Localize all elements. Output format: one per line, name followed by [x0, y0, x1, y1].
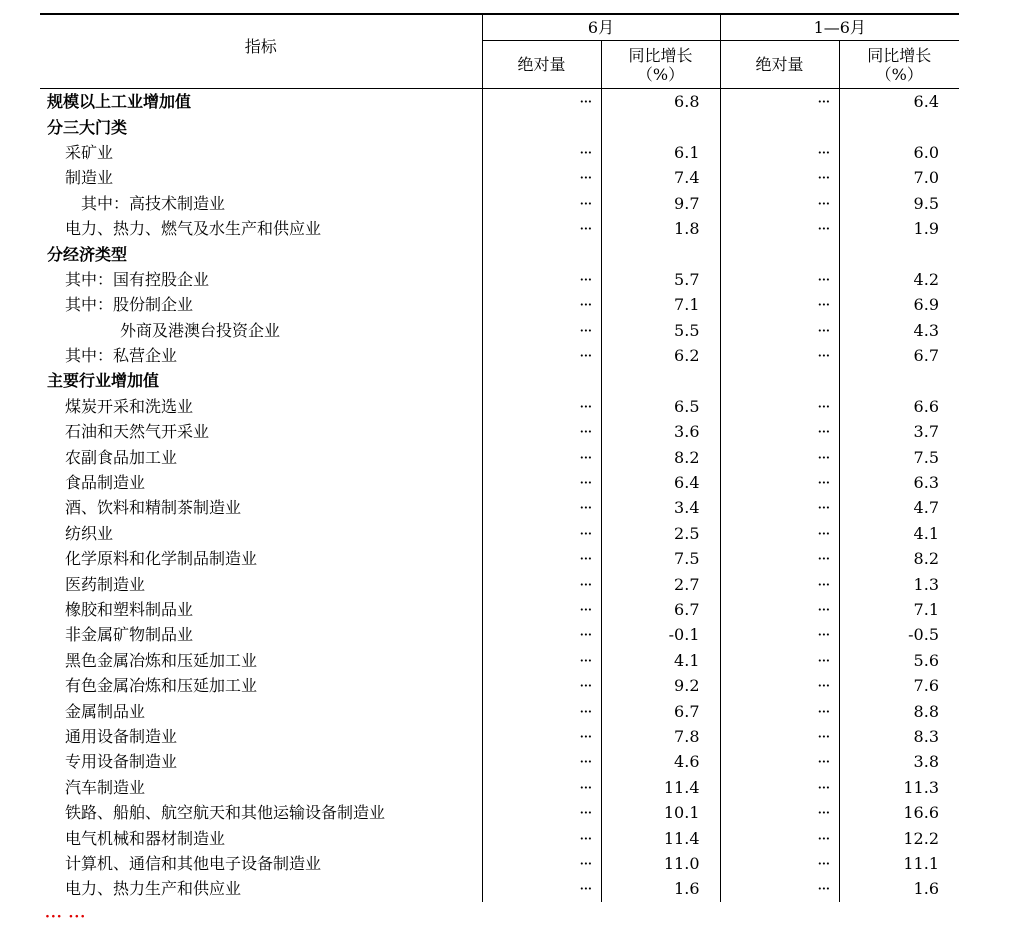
table-row: [40, 191, 959, 216]
row-label: 其中：国有控股企业: [65, 269, 210, 289]
table-row: [40, 622, 959, 647]
cell-yoy-month: 7.1: [601, 292, 720, 317]
cell-abs-ytd: ···: [720, 521, 839, 546]
cell-abs-ytd: [720, 368, 839, 393]
table-row: [40, 216, 959, 241]
cell-abs-ytd: ···: [720, 775, 839, 800]
table-row: [40, 267, 959, 292]
cell-yoy-ytd: 6.7: [839, 343, 959, 368]
cell-abs-ytd: ···: [720, 597, 839, 622]
cell-abs-month: ···: [482, 191, 601, 216]
indicator-header: [40, 14, 482, 89]
cell-yoy-month: 11.4: [601, 775, 720, 800]
table-row: [40, 470, 959, 495]
cell-abs-ytd: [720, 241, 839, 266]
cell-yoy-month: 4.1: [601, 648, 720, 673]
cell-abs-month: ···: [482, 775, 601, 800]
cell-abs-ytd: [720, 114, 839, 139]
indicator-header-label: 指标: [244, 37, 277, 56]
cell-yoy-month: 6.7: [601, 698, 720, 723]
cell-abs-ytd: ···: [720, 444, 839, 469]
cell-yoy-ytd: -0.5: [839, 622, 959, 647]
cell-yoy-ytd: 6.9: [839, 292, 959, 317]
cell-yoy-month: 2.5: [601, 521, 720, 546]
cell-yoy-month: 6.1: [601, 140, 720, 165]
row-label: 黑色金属冶炼和压延加工业: [65, 650, 258, 670]
cell-abs-ytd: ···: [720, 876, 839, 901]
table-row: [40, 724, 959, 749]
table-row: [40, 521, 959, 546]
month-yoy-label: 同比增长: [628, 45, 693, 65]
table-row: [40, 775, 959, 800]
cell-yoy-ytd: [839, 241, 959, 266]
row-label: 铁路、船舶、航空航天和其他运输设备制造业: [65, 803, 386, 823]
month-absolute-header: 绝对量: [482, 41, 601, 89]
cell-yoy-month: 6.2: [601, 343, 720, 368]
cell-yoy-ytd: 6.3: [839, 470, 959, 495]
cell-abs-month: ···: [482, 216, 601, 241]
cell-abs-ytd: ···: [720, 292, 839, 317]
table-row: [40, 394, 959, 419]
cell-yoy-ytd: 6.6: [839, 394, 959, 419]
cell-abs-month: [482, 368, 601, 393]
cell-abs-month: ···: [482, 749, 601, 774]
cell-abs-month: ···: [482, 267, 601, 292]
cell-yoy-ytd: 4.2: [839, 267, 959, 292]
more-indicator: ··· ···: [45, 909, 87, 925]
table-row-total: [40, 89, 959, 115]
cell-abs-ytd: ···: [720, 318, 839, 343]
cell-abs-month: ···: [482, 546, 601, 571]
table-row: [40, 571, 959, 596]
table-row: [40, 444, 959, 469]
cell-abs-month: ···: [482, 622, 601, 647]
cell-yoy-ytd: 7.1: [839, 597, 959, 622]
cell-abs-month: ···: [482, 495, 601, 520]
table-row: [40, 140, 959, 165]
cell-abs-month: ···: [482, 444, 601, 469]
month-yoy-unit: （%）: [636, 64, 685, 84]
cell-yoy-ytd: 5.6: [839, 648, 959, 673]
cell-yoy-ytd: 6.4: [839, 89, 959, 115]
table-row: [40, 318, 959, 343]
cell-yoy-ytd: [839, 114, 959, 139]
cell-yoy-month: 1.8: [601, 216, 720, 241]
cell-yoy-month: 8.2: [601, 444, 720, 469]
table-body: [40, 89, 959, 902]
row-label: 金属制品业: [65, 701, 146, 721]
row-label: 电力、热力生产和供应业: [65, 879, 242, 899]
cell-yoy-month: 5.7: [601, 267, 720, 292]
cell-abs-month: ···: [482, 800, 601, 825]
table-row: [40, 292, 959, 317]
cell-yoy-ytd: 1.3: [839, 571, 959, 596]
cell-abs-month: ···: [482, 419, 601, 444]
row-label: 食品制造业: [65, 473, 146, 493]
table-row: [40, 698, 959, 723]
cell-yoy-month: 9.2: [601, 673, 720, 698]
row-label: 橡胶和塑料制品业: [65, 600, 194, 619]
cell-yoy-ytd: 4.1: [839, 521, 959, 546]
cell-yoy-ytd: 3.7: [839, 419, 959, 444]
row-label: 煤炭开采和洗选业: [65, 396, 194, 416]
cell-abs-ytd: ···: [720, 546, 839, 571]
row-label: 计算机、通信和其他电子设备制造业: [65, 853, 322, 873]
cell-yoy-ytd: [839, 368, 959, 393]
cell-yoy-month: 3.4: [601, 495, 720, 520]
row-label: 专用设备制造业: [65, 752, 178, 772]
cell-abs-month: [482, 241, 601, 266]
cell-abs-ytd: ···: [720, 267, 839, 292]
cell-yoy-month: 7.8: [601, 724, 720, 749]
cell-abs-ytd: ···: [720, 191, 839, 216]
table-row: [40, 419, 959, 444]
month-yoy-header: [601, 41, 720, 89]
cell-yoy-ytd: 11.3: [839, 775, 959, 800]
ytd-group-header: 1—6月: [720, 14, 959, 41]
cell-yoy-month: [601, 114, 720, 139]
cell-yoy-month: 6.8: [601, 89, 720, 115]
cell-abs-ytd: ···: [720, 825, 839, 850]
cell-abs-ytd: ···: [720, 495, 839, 520]
cell-yoy-ytd: 11.1: [839, 851, 959, 876]
row-label: 汽车制造业: [65, 777, 146, 797]
cell-abs-month: ···: [482, 698, 601, 723]
row-label: 规模以上工业增加值: [47, 92, 192, 112]
row-label: 有色金属冶炼和压延加工业: [65, 676, 258, 696]
cell-abs-month: ···: [482, 597, 601, 622]
cell-abs-ytd: ···: [720, 140, 839, 165]
cell-yoy-month: 6.7: [601, 597, 720, 622]
row-label: 通用设备制造业: [65, 726, 178, 746]
cell-yoy-ytd: 4.3: [839, 318, 959, 343]
cell-abs-month: ···: [482, 394, 601, 419]
cell-abs-ytd: ···: [720, 343, 839, 368]
cell-yoy-month: [601, 368, 720, 393]
cell-yoy-ytd: 9.5: [839, 191, 959, 216]
row-label: 电气机械和器材制造业: [65, 828, 226, 848]
cell-abs-month: ···: [482, 571, 601, 596]
row-label: 石油和天然气开采业: [65, 422, 210, 442]
cell-yoy-month: 5.5: [601, 318, 720, 343]
table-row: [40, 825, 959, 850]
table-row: [40, 876, 959, 901]
cell-abs-month: ···: [482, 673, 601, 698]
row-label: 化学原料和化学制品制造业: [65, 549, 258, 569]
cell-abs-ytd: ···: [720, 698, 839, 723]
cell-abs-month: ···: [482, 318, 601, 343]
row-label: 医药制造业: [65, 574, 146, 594]
cell-yoy-month: -0.1: [601, 622, 720, 647]
cell-abs-ytd: ···: [720, 622, 839, 647]
ytd-yoy-label: 同比增长: [867, 45, 932, 65]
row-label: 主要行业增加值: [47, 371, 160, 391]
cell-yoy-ytd: 1.9: [839, 216, 959, 241]
cell-yoy-month: 2.7: [601, 571, 720, 596]
cell-abs-ytd: ···: [720, 470, 839, 495]
table-row: [40, 673, 959, 698]
cell-yoy-month: 10.1: [601, 800, 720, 825]
table-row: [40, 800, 959, 825]
cell-abs-month: [482, 114, 601, 139]
cell-abs-month: ···: [482, 521, 601, 546]
table-row: [40, 165, 959, 190]
cell-yoy-ytd: 7.5: [839, 444, 959, 469]
cell-abs-month: ···: [482, 825, 601, 850]
cell-yoy-ytd: 12.2: [839, 825, 959, 850]
cell-abs-month: ···: [482, 89, 601, 115]
table-row-category: [40, 368, 959, 393]
cell-yoy-month: 11.4: [601, 825, 720, 850]
cell-yoy-ytd: 8.2: [839, 546, 959, 571]
cell-abs-month: ···: [482, 851, 601, 876]
table-row: [40, 648, 959, 673]
table-row: [40, 343, 959, 368]
month-group-header: 6月: [482, 14, 720, 41]
table-row: [40, 749, 959, 774]
row-label: 分经济类型: [47, 244, 128, 264]
cell-yoy-month: 9.7: [601, 191, 720, 216]
cell-abs-month: ···: [482, 292, 601, 317]
row-label: 酒、饮料和精制茶制造业: [65, 498, 242, 518]
row-label: 其中：高技术制造业: [81, 193, 226, 213]
table-row-category: [40, 241, 959, 266]
cell-yoy-ytd: 6.0: [839, 140, 959, 165]
ytd-yoy-unit: （%）: [875, 64, 923, 84]
cell-yoy-ytd: 8.8: [839, 698, 959, 723]
table-row: [40, 495, 959, 520]
cell-yoy-month: 1.6: [601, 876, 720, 901]
cell-abs-ytd: ···: [720, 89, 839, 115]
table-row-category: [40, 114, 959, 139]
industrial-value-added-table: [40, 13, 959, 902]
cell-abs-ytd: ···: [720, 749, 839, 774]
cell-abs-ytd: ···: [720, 165, 839, 190]
cell-abs-ytd: ···: [720, 571, 839, 596]
cell-abs-month: ···: [482, 140, 601, 165]
cell-yoy-month: 7.4: [601, 165, 720, 190]
cell-yoy-ytd: 8.3: [839, 724, 959, 749]
cell-yoy-ytd: 7.6: [839, 673, 959, 698]
cell-abs-month: ···: [482, 165, 601, 190]
ytd-yoy-header: [839, 41, 959, 89]
table-row: [40, 546, 959, 571]
cell-yoy-month: [601, 241, 720, 266]
table-row: [40, 851, 959, 876]
row-label: 其中：私营企业: [65, 346, 178, 366]
cell-abs-month: ···: [482, 876, 601, 901]
row-label: 非金属矿物制品业: [65, 625, 194, 645]
cell-yoy-ytd: 1.6: [839, 876, 959, 901]
cell-yoy-month: 3.6: [601, 419, 720, 444]
cell-abs-ytd: ···: [720, 673, 839, 698]
cell-yoy-month: 4.6: [601, 749, 720, 774]
ytd-absolute-header: 绝对量: [720, 41, 839, 89]
cell-yoy-month: 11.0: [601, 851, 720, 876]
cell-yoy-ytd: 3.8: [839, 749, 959, 774]
cell-yoy-month: 7.5: [601, 546, 720, 571]
row-label: 纺织业: [65, 523, 114, 543]
cell-abs-month: ···: [482, 343, 601, 368]
cell-yoy-month: 6.5: [601, 394, 720, 419]
row-label: 外商及港澳台投资企业: [120, 320, 281, 340]
cell-yoy-ytd: 4.7: [839, 495, 959, 520]
cell-abs-month: ···: [482, 724, 601, 749]
row-label: 采矿业: [65, 142, 114, 162]
row-label: 分三大门类: [47, 117, 128, 137]
cell-abs-month: ···: [482, 470, 601, 495]
cell-yoy-ytd: 7.0: [839, 165, 959, 190]
cell-abs-ytd: ···: [720, 419, 839, 444]
row-label: 其中：股份制企业: [65, 295, 194, 315]
row-label: 制造业: [65, 168, 114, 188]
cell-yoy-ytd: 16.6: [839, 800, 959, 825]
cell-yoy-month: 6.4: [601, 470, 720, 495]
cell-abs-ytd: ···: [720, 216, 839, 241]
cell-abs-ytd: ···: [720, 648, 839, 673]
cell-abs-ytd: ···: [720, 851, 839, 876]
cell-abs-month: ···: [482, 648, 601, 673]
cell-abs-ytd: ···: [720, 394, 839, 419]
row-label: 电力、热力、燃气及水生产和供应业: [65, 219, 322, 239]
table-row: [40, 597, 959, 622]
cell-abs-ytd: ···: [720, 800, 839, 825]
cell-abs-ytd: ···: [720, 724, 839, 749]
row-label: 农副食品加工业: [65, 447, 178, 467]
